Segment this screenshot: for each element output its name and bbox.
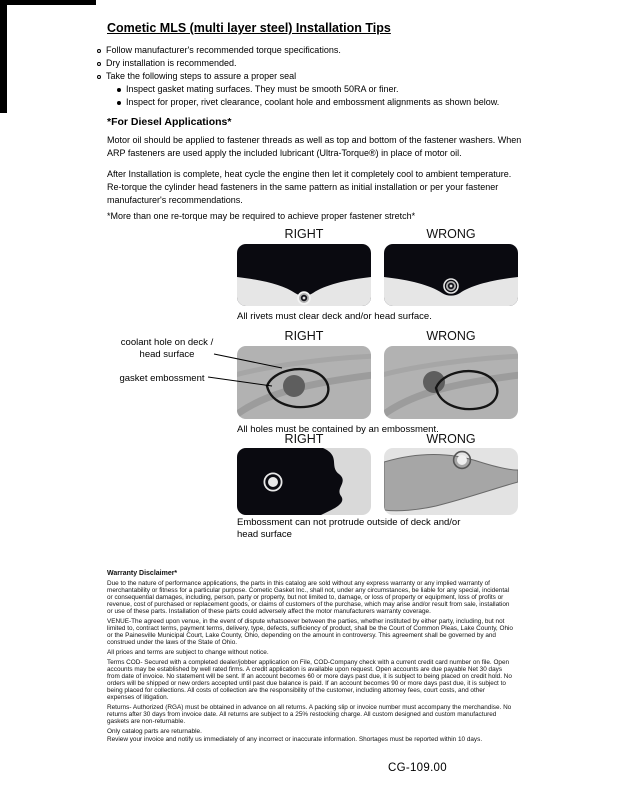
tip-item-label: Dry installation is recommended. (106, 58, 237, 68)
scan-artifact-left (0, 0, 7, 113)
rivet-right-illustration (237, 244, 371, 306)
tip-item-label: Follow manufacturer's recommended torque specifications. (106, 45, 341, 55)
protrusion-wrong-illustration (384, 448, 518, 515)
protrusion-wrong-figure (384, 448, 518, 515)
tip-sub-item-label: Inspect for proper, rivet clearance, coolant hole and embossment alignments as shown below. (126, 97, 500, 107)
tip-item (97, 70, 567, 83)
warranty-paragraph: VENUE-The agreed upon venue, in the event of dispute whatsoever between the parties, whether instituted by either party, including, but not limited to, contract terms, payment terms, delivery, type, defects, sufficiency of product, shall be the Court of Common Pleas, Lake County, Ohio or the Painesville Municipal Court, Lake County, Ohio, depending on the amount in controversy. This agreement shall be governed by and construed under the laws of the State of Ohio. (107, 618, 513, 646)
warranty-paragraph: Terms COD- Secured with a completed dealer/jobber application on File, COD-Company check with a current credit card number on file. Open accounts may be established by well rated firms. A credit application is available upon request. Open accounts are due payable Net 30 days from date of invoice. No statement will be sent. If an account becomes 60 or more days past due, it is subject to being placed on credit hold. No orders will be shipped or new orders accepted until past due balance is paid. If an account becomes 90 or more days past due, it is subject to being placed for collections. All costs of collection are the responsibility of the customer, including attorney fees, court costs, and other expenses of litigation. (107, 659, 512, 701)
page-title: Cometic MLS (multi layer steel) Installation Tips (107, 21, 391, 35)
warranty-paragraph: Only catalog parts are returnable. (107, 728, 202, 735)
hollow-bullet-icon (97, 75, 101, 79)
protrusion-right-illustration (237, 448, 371, 515)
solid-bullet-icon (117, 88, 121, 92)
protrusion-right-figure (237, 448, 371, 515)
callout-gasket-embossment-label: gasket embossment (119, 373, 205, 384)
callout-coolant-hole-label: coolant hole on deck / head surface (120, 337, 214, 360)
warranty-heading: Warranty Disclaimer* (107, 570, 178, 577)
doc-code: CG-109.00 (388, 762, 447, 774)
rivet-right-figure (237, 244, 371, 306)
tip-sub-item (117, 96, 567, 109)
row3-caption: Embossment can not protrude outside of deck and/or head surface (237, 517, 461, 540)
callout-pointer-lines-icon (202, 344, 302, 394)
warranty-paragraph: All prices and terms are subject to change without notice. (107, 649, 269, 656)
row3-right-label: RIGHT (284, 432, 324, 446)
embossment-wrong-illustration (384, 346, 518, 419)
row3-wrong-label: WRONG (426, 432, 476, 446)
hollow-bullet-icon (97, 62, 101, 66)
retorque-note: *More than one re-torque may be required to achieve proper fastener stretch* (107, 211, 416, 221)
diesel-paragraph-1: Motor oil should be applied to fastener threads as well as top and bottom of the fastener washers. When ARP fasteners are used apply the included lubricant (Ultra-Torque®) in place of motor oil. (107, 135, 522, 158)
tips-list (97, 44, 567, 109)
row2-wrong-label: WRONG (426, 329, 476, 343)
tip-sub-item-label: Inspect gasket mating surfaces. They must be smooth 50RA or finer. (126, 84, 399, 94)
tip-item-label: Take the following steps to assure a proper seal (106, 71, 297, 81)
warranty-disclaimer-section (107, 570, 514, 746)
warranty-paragraph: Review your invoice and notify us immediately of any incorrect or inaccurate information. Shortages must be reported within 10 days. (107, 736, 483, 743)
embossment-wrong-figure (384, 346, 518, 419)
row2-right-label: RIGHT (284, 329, 324, 343)
rivet-wrong-illustration (384, 244, 518, 306)
hollow-bullet-icon (97, 49, 101, 53)
diesel-heading: *For Diesel Applications* (107, 116, 232, 128)
rivet-wrong-figure (384, 244, 518, 306)
row1-caption: All rivets must clear deck and/or head surface. (237, 311, 432, 322)
tip-sub-item (117, 83, 567, 96)
warranty-paragraph: Returns- Authorized (RGA) must be obtained in advance on all returns. A packing slip or invoice number must accompany the merchandise. No returns after 30 days from invoice date. All returns are subject to a 25% restocking charge. All custom designed and custom manufactured gaskets are non-returnable. (107, 704, 512, 725)
row1-wrong-label: WRONG (426, 227, 476, 241)
row2-caption: All holes must be contained by an embossment. (237, 424, 439, 435)
tip-item (97, 44, 567, 57)
tip-item (97, 57, 567, 70)
solid-bullet-icon (117, 101, 121, 105)
scan-artifact-top (0, 0, 96, 5)
warranty-paragraph: Due to the nature of performance applications, the parts in this catalog are sold without any express warranty or any implied warranty of merchantability or fitness for a particular purpose. Cometic Gasket Inc., shall not, under any circumstances, be liable for any special, incidental or consequential damages, including, person, party or property, but not limited to, damage, or loss of property or equipment, loss of profits or revenue, cost of purchased or replacement goods, or claims of customers of the purchase, which may arise and/or result from sale, installation or use of these parts. Installation of these parts could adversely affect the motor manufacturers warranty coverage. (107, 580, 510, 615)
diesel-paragraph-2: After Installation is complete, heat cycle the engine then let it completely cool to ambient temperature. Re-torque the cylinder head fasteners in the same pattern as initial installation or per your fastener manufacturer's recommendations. (107, 169, 512, 205)
row1-right-label: RIGHT (284, 227, 324, 241)
